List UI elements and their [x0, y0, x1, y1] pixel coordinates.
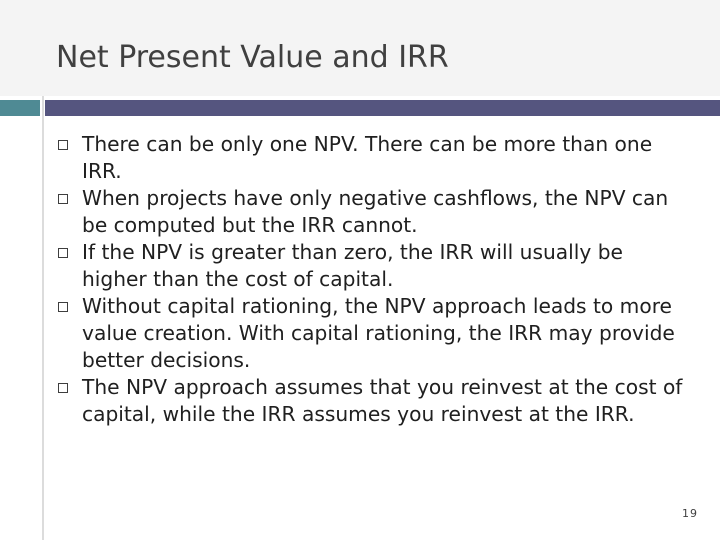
hollow-square-bullet-icon	[58, 140, 68, 150]
hollow-square-bullet-icon	[58, 194, 68, 204]
bullet-item	[0, 185, 692, 239]
bullet-text: There can be only one NPV. There can be more than one IRR.	[82, 132, 653, 183]
accent-bar-left	[0, 100, 40, 116]
bullet-item	[0, 131, 692, 185]
hollow-square-bullet-icon	[58, 302, 68, 312]
bullet-text: The NPV approach assumes that you reinvest at the cost of capital, while the IRR assumes you reinvest at the IRR.	[82, 375, 683, 426]
hollow-square-bullet-icon	[58, 248, 68, 258]
bullet-item	[0, 239, 692, 293]
bullet-item	[0, 293, 692, 374]
accent-bar-right	[45, 100, 720, 116]
bullet-text: Without capital rationing, the NPV approach leads to more value creation. With capital rationing, the IRR may provide better decisions.	[82, 294, 675, 372]
bullet-item	[0, 374, 692, 428]
bullet-text: If the NPV is greater than zero, the IRR will usually be higher than the cost of capital.	[82, 240, 623, 291]
bullet-list	[0, 131, 720, 428]
bullet-text: When projects have only negative cashflows, the NPV can be computed but the IRR cannot.	[82, 186, 669, 237]
hollow-square-bullet-icon	[58, 383, 68, 393]
slide-title: Net Present Value and IRR	[56, 40, 449, 75]
page-number: 19	[682, 507, 698, 520]
